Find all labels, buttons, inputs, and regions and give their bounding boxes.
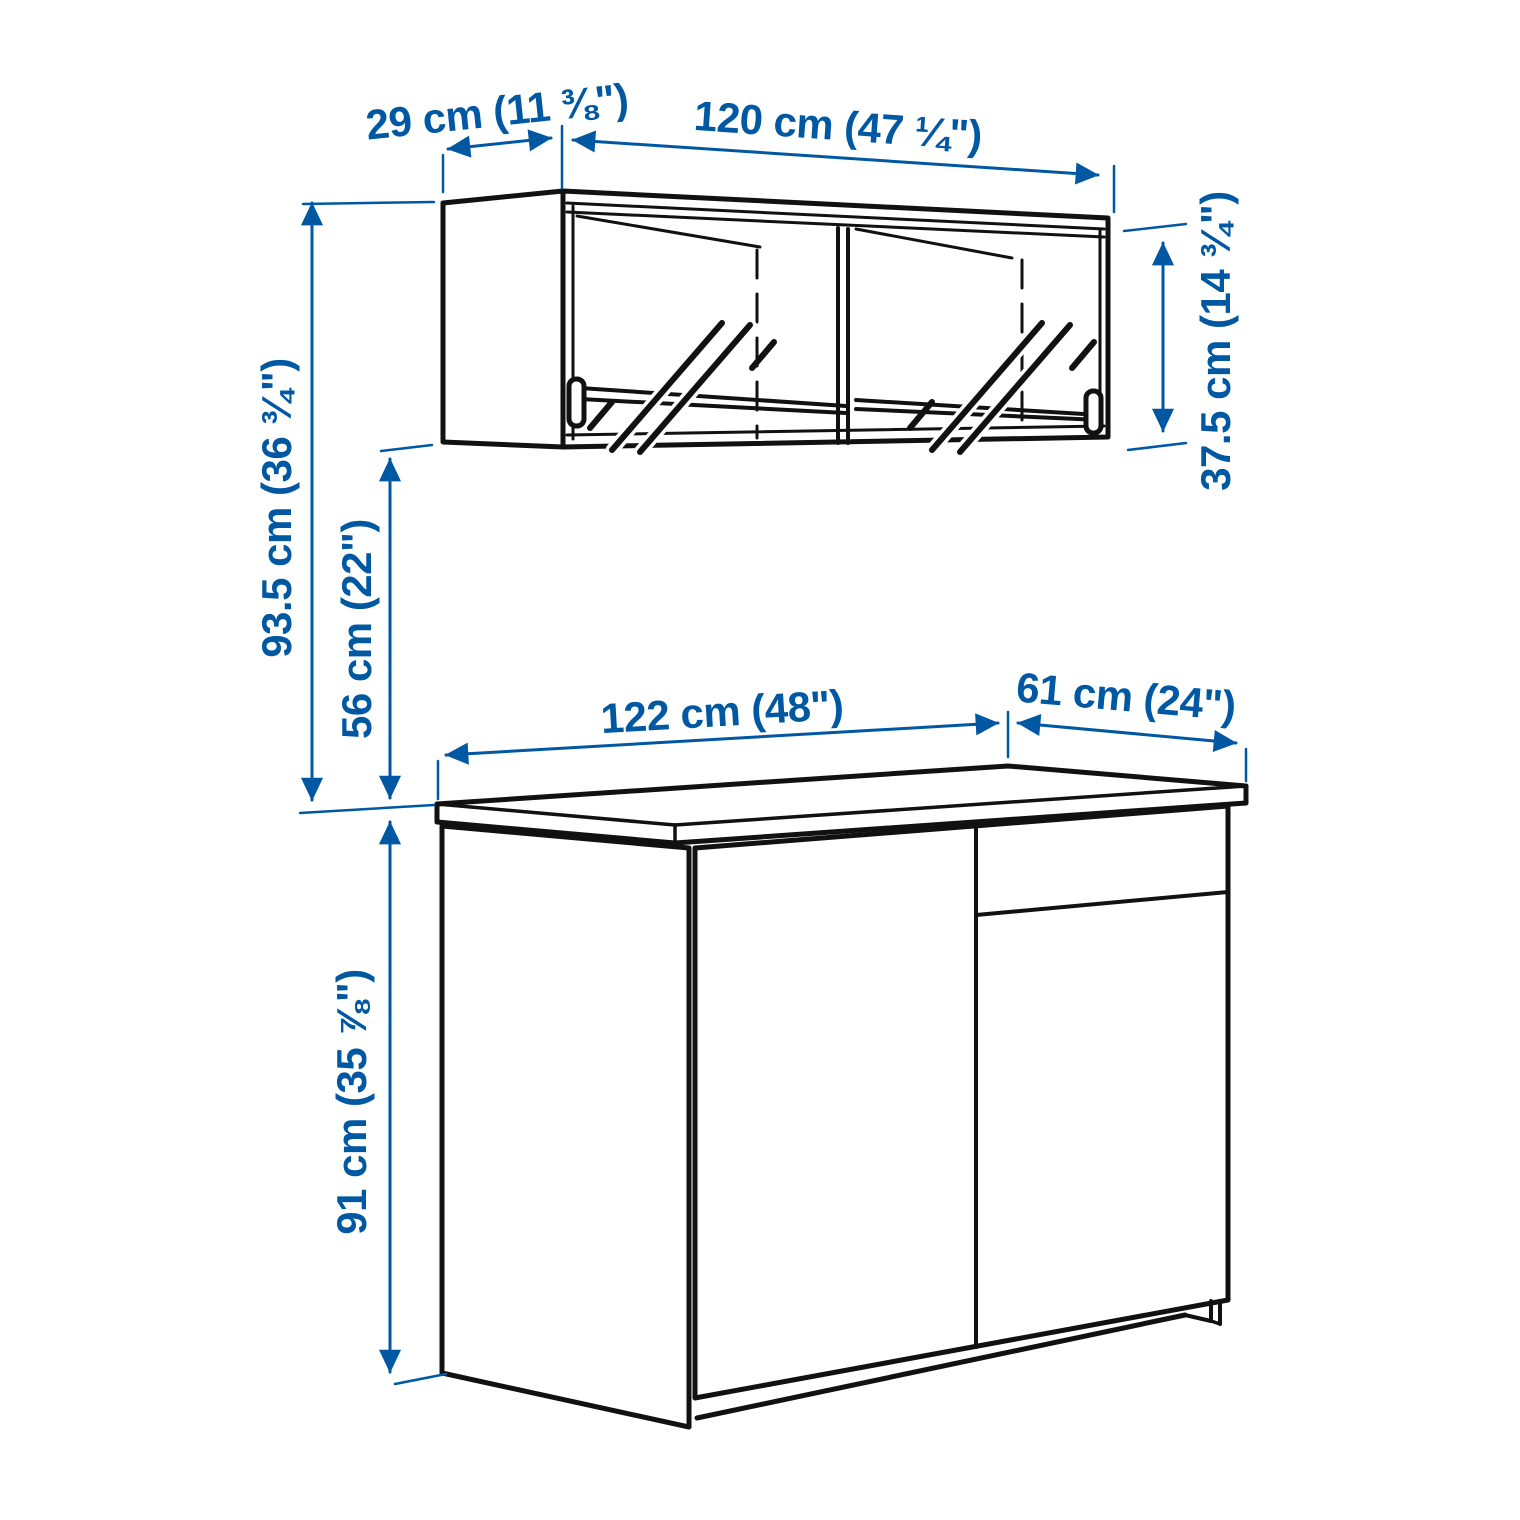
label-base-cabinet-height: 91 cm (35 ⅞") xyxy=(328,969,375,1235)
wall-cabinet-side-panel xyxy=(443,191,563,447)
dim-line-wall-depth xyxy=(448,138,551,149)
label-base-cabinet-width: 122 cm (48") xyxy=(599,680,845,743)
base-cabinet-drawing xyxy=(437,766,1246,1427)
label-wall-cabinet-width: 120 cm (47 ¼") xyxy=(692,91,984,160)
wall-cabinet-left-handle xyxy=(569,379,584,426)
wall-cabinet-drawing xyxy=(443,191,1108,452)
label-base-cabinet-depth: 61 cm (24") xyxy=(1014,663,1238,730)
wall-cabinet-right-handle xyxy=(1086,391,1101,433)
ext-line-counter-top xyxy=(300,805,434,813)
ext-line-base-height-bottom xyxy=(395,1374,446,1384)
base-cabinet-foot-bottom xyxy=(1185,1315,1211,1321)
ext-line-wall-height-top xyxy=(1124,224,1186,231)
base-cabinet-front xyxy=(695,806,1228,1398)
base-cabinet-side-panel xyxy=(442,826,689,1427)
ext-line-top-height-top xyxy=(303,202,434,204)
label-wall-cabinet-depth: 29 cm (11 ⅜") xyxy=(363,74,631,149)
label-wall-cabinet-height: 37.5 cm (14 ¾") xyxy=(1192,191,1239,491)
ext-line-wall-height-bottom xyxy=(1128,443,1186,450)
label-counter-to-wall-cabinet-gap: 56 cm (22") xyxy=(333,519,380,739)
label-wall-cabinet-top-height: 93.5 cm (36 ¾") xyxy=(253,358,300,658)
ext-line-gap-top xyxy=(381,445,432,451)
